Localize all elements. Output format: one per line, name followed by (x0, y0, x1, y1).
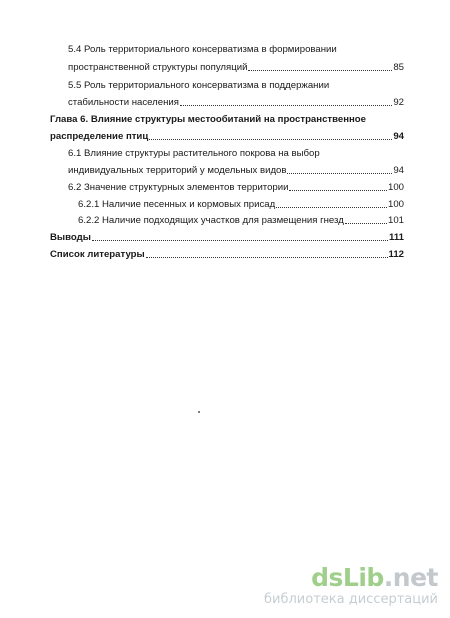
toc-chapter-6-line1: Глава 6. Влияние структуры местообитаний на пространственное (50, 114, 366, 125)
toc-entry-5-4[interactable] (68, 62, 404, 74)
watermark-logo (264, 564, 438, 592)
toc-leader-dots (146, 257, 388, 258)
watermark-logo-part2: .net (383, 563, 438, 592)
toc-leader-dots (180, 105, 392, 106)
toc-6-2-2-page: 101 (387, 215, 404, 226)
toc-6-1-line2: индивидуальных территорий у модельных видов (68, 165, 287, 176)
toc-leader-dots (248, 70, 392, 71)
toc-leader-dots (345, 223, 387, 224)
toc-chapter-6-page: 94 (393, 131, 404, 142)
toc-entry-6-2-2[interactable] (78, 215, 404, 227)
toc-conclusions-title: Выводы (50, 232, 91, 243)
toc-5-5-line1: 5.5 Роль территориального консерватизма в поддержании (68, 80, 330, 91)
toc-entry-references[interactable] (50, 249, 404, 261)
toc-entry-6-2[interactable] (68, 182, 404, 194)
toc-entry-conclusions[interactable] (50, 232, 404, 244)
toc-5-5-line2: стабильности населения (68, 97, 179, 108)
toc-leader-dots (92, 240, 388, 241)
toc-6-2-title: 6.2 Значение структурных элементов территории (68, 182, 289, 193)
toc-entry-chapter-6[interactable] (50, 131, 404, 143)
toc-5-4-page: 85 (393, 62, 404, 73)
toc-leader-dots (289, 190, 387, 191)
toc-leader-dots (149, 139, 392, 140)
toc-6-1-line1: 6.1 Влияние структуры растительного покрова на выбор (68, 148, 320, 159)
watermark-logo-part1: dsLib (311, 563, 384, 592)
toc-6-2-1-page: 100 (387, 199, 404, 210)
toc-entry-5-5[interactable] (68, 97, 404, 109)
toc-references-title: Список литературы (50, 249, 145, 260)
toc-5-5-page: 92 (393, 97, 404, 108)
toc-chapter-6-line2: распределение птиц (50, 131, 149, 142)
toc-conclusions-page: 111 (389, 232, 404, 243)
toc-6-2-2-title: 6.2.2 Наличие подходящих участков для размещения гнезд (78, 215, 344, 226)
watermark-subtitle: библиотека диссертаций (264, 592, 438, 607)
toc-6-2-1-title: 6.2.1 Наличие песенных и кормовых присад (78, 199, 276, 210)
scan-speck (198, 411, 200, 413)
toc-5-4-line2: пространственной структуры популяций (68, 62, 248, 73)
toc-entry-6-2-1[interactable] (78, 199, 404, 211)
toc-entry-6-1[interactable] (68, 165, 404, 177)
toc-5-4-line1: 5.4 Роль территориального консерватизма в формировании (68, 44, 337, 55)
watermark (264, 564, 438, 608)
toc-6-2-page: 100 (387, 182, 404, 193)
toc-leader-dots (287, 173, 392, 174)
toc-leader-dots (276, 207, 387, 208)
toc-6-1-page: 94 (393, 165, 404, 176)
toc-references-page: 112 (388, 249, 404, 260)
